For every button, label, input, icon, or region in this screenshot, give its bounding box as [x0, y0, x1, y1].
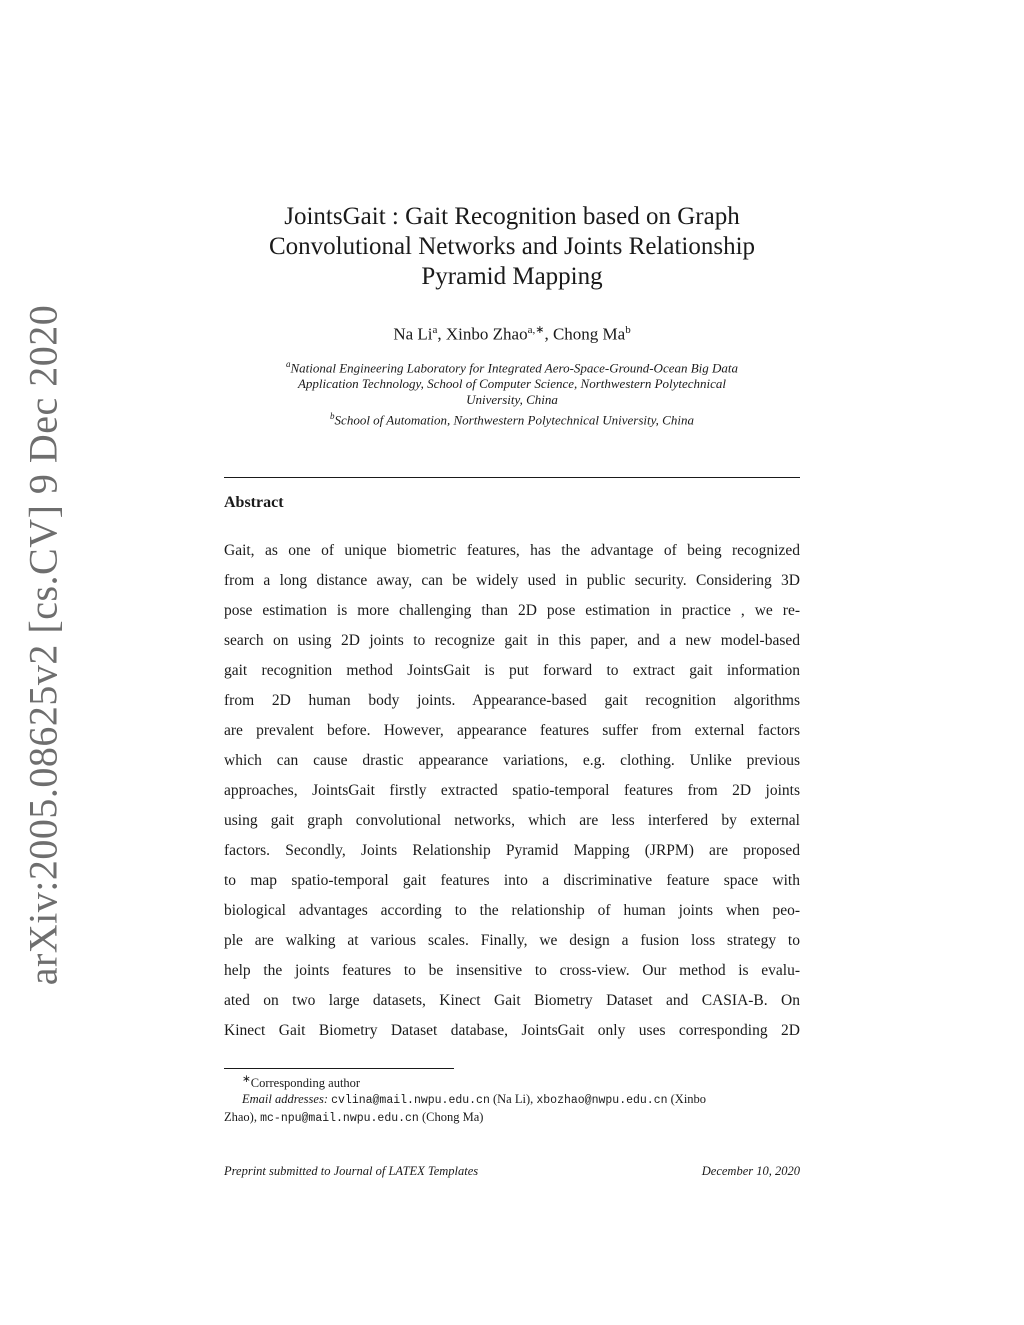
- email-link[interactable]: xbozhao@nwpu.edu.cn: [536, 1094, 668, 1108]
- affiliation-line: Application Technology, School of Computer Science, Northwestern Polytechnical: [297, 376, 727, 392]
- abstract-line: gait recognition method JointsGait is put forward to extract gait information: [224, 662, 800, 679]
- author-affiliation-marker: a: [432, 324, 438, 336]
- abstract-line: factors. Secondly, Joints Relationship Pyramid Mapping (JRPM) are proposed: [224, 842, 800, 859]
- email-owner: Zhao),: [224, 1110, 257, 1125]
- footnotes: [224, 1072, 800, 1127]
- arxiv-side-stamp: arXiv:2005.08625v2 [cs.CV] 9 Dec 2020: [20, 304, 66, 986]
- affiliation-line: University, China: [466, 392, 558, 408]
- abstract-top-rule: [224, 477, 800, 478]
- affiliation-line: [224, 356, 800, 376]
- corresponding-author-note: [224, 1072, 800, 1091]
- abstract-line: Gait, as one of unique biometric features, has the advantage of being recognized: [224, 542, 800, 559]
- abstract-line: search on using 2D joints to recognize gait in this paper, and a new model-based: [224, 632, 800, 649]
- email-owner: (Na Li),: [492, 1092, 534, 1107]
- abstract-heading: Abstract: [224, 494, 284, 511]
- abstract-line: ple are walking at various scales. Finally, we design a fusion loss strategy to: [224, 932, 800, 949]
- abstract-line: which can cause drastic appearance variations, e.g. clothing. Unlike previous: [224, 752, 800, 769]
- author-name: Na Li: [393, 324, 433, 344]
- author-affiliation-marker: a,∗: [527, 324, 545, 336]
- footnote-rule: [224, 1068, 454, 1069]
- affiliation-marker: b: [330, 411, 335, 422]
- page-footer: [224, 1164, 800, 1179]
- abstract-line: from a long distance away, can be widely used in public security. Considering 3D: [224, 572, 800, 589]
- affiliation-block: [224, 356, 800, 429]
- abstract-line: Kinect Gait Biometry Dataset database, JointsGait only uses corresponding 2D: [224, 1022, 800, 1039]
- abstract-body: [224, 536, 800, 1046]
- author-affiliation-marker: b: [625, 324, 631, 336]
- affiliation-marker: a: [285, 359, 291, 369]
- footnote-text: Corresponding author: [250, 1076, 361, 1091]
- email-link[interactable]: cvlina@mail.nwpu.edu.cn: [331, 1094, 490, 1108]
- email-label: Email addresses:: [242, 1092, 328, 1107]
- footer-journal: Preprint submitted to Journal of LATEX Templates: [224, 1164, 479, 1178]
- abstract-line: help the joints features to be insensitive to cross-view. Our method is evalu-: [224, 962, 800, 979]
- email-owner: (Chong Ma): [421, 1110, 484, 1125]
- abstract-line: biological advantages according to the relationship of human joints when peo-: [224, 902, 800, 919]
- abstract-line: approaches, JointsGait firstly extracted spatio-temporal features from 2D joints: [224, 782, 800, 799]
- affiliation-text: National Engineering Laboratory for Integrated Aero-Space-Ground-Ocean Big Data: [290, 360, 739, 376]
- abstract-line: pose estimation is more challenging than 2D pose estimation in practice , we re-: [224, 602, 800, 619]
- abstract-line: to map spatio-temporal gait features into a discriminative feature space with: [224, 872, 800, 889]
- abstract-line: from 2D human body joints. Appearance-based gait recognition algorithms: [224, 692, 800, 709]
- email-note: [224, 1091, 800, 1109]
- email-note-continued: [224, 1109, 800, 1127]
- abstract-line: ated on two large datasets, Kinect Gait Biometry Dataset and CASIA-B. On: [224, 992, 800, 1009]
- email-link[interactable]: mc-npu@mail.nwpu.edu.cn: [260, 1112, 419, 1126]
- email-owner: (Xinbo: [670, 1092, 707, 1107]
- affiliation-text: School of Automation, Northwestern Polytechnical University, China: [334, 412, 694, 428]
- title-line: Convolutional Networks and Joints Relationship: [268, 233, 756, 260]
- title-line: Pyramid Mapping: [421, 263, 603, 290]
- paper-title: [224, 202, 800, 292]
- abstract-line: are prevalent before. However, appearance features suffer from external factors: [224, 722, 800, 739]
- affiliation-line: [224, 408, 800, 428]
- footer-date: December 10, 2020: [701, 1164, 800, 1178]
- author-name: Xinbo Zhao: [445, 324, 528, 344]
- abstract-line: using gait graph convolutional networks, which are less interfered by external: [224, 812, 800, 829]
- author-list: Na Li$^a$, Xinbo Zhao$^{a,∗}$, Chong Ma$^b$: [393, 324, 631, 344]
- footnote-marker: ∗: [242, 1074, 251, 1085]
- title-line: JointsGait : Gait Recognition based on Graph: [284, 203, 740, 230]
- author-name: Chong Ma: [552, 324, 626, 344]
